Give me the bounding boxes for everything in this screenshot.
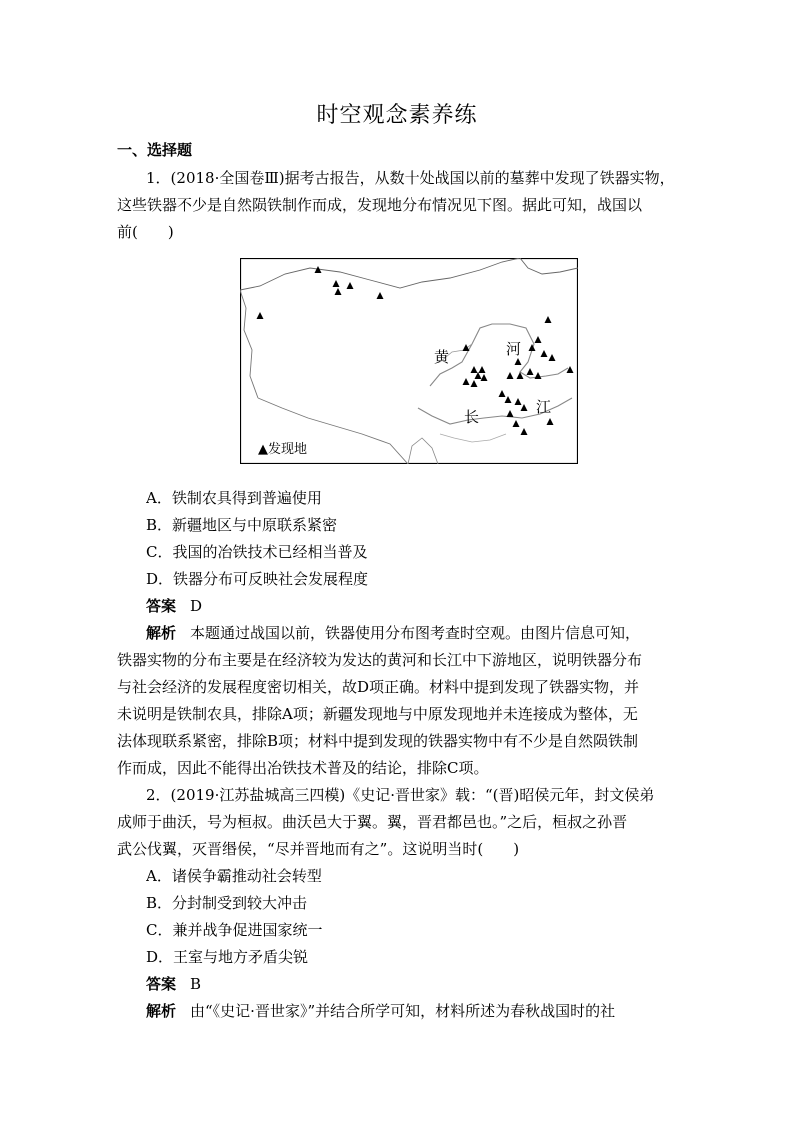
map-frame: [241, 259, 578, 464]
q1-analysis-line-2: 铁器实物的分布主要是在经济较为发达的黄河和长江中下游地区，说明铁器分布: [117, 651, 643, 669]
label-he: 河: [506, 340, 522, 358]
q1-option-d: D．铁器分布可反映社会发展程度: [146, 570, 369, 588]
q1-stem-line-3: 前( ): [117, 223, 174, 241]
q1-option-b: B．新疆地区与中原联系紧密: [146, 516, 338, 534]
q1-stem-line-1: 1．(2018·全国卷Ⅲ)据考古报告，从数十处战国以前的墓葬中发现了铁器实物，: [146, 169, 675, 187]
q2-answer-label: 答案: [146, 975, 177, 993]
q1-analysis-label: 解析: [146, 624, 177, 642]
q2-analysis-text-1: 由“《史记·晋世家》”并结合所学可知，材料所述为春秋战国时的社: [190, 1002, 616, 1020]
section-heading: 一、选择题: [117, 141, 193, 159]
iron-find-map: [240, 258, 578, 464]
q2-analysis-label: 解析: [146, 1002, 177, 1020]
q2-answer-line: [146, 974, 687, 994]
q1-option-c: C．我国的冶铁技术已经相当普及: [146, 543, 368, 561]
q2-analysis-line-1: [146, 1001, 687, 1021]
page-title: 时空观念素养练: [316, 103, 478, 128]
q2-option-a: A．诸侯争霸推动社会转型: [146, 867, 322, 885]
q1-answer: D: [190, 597, 203, 615]
q2-stem-line-3: 武公伐翼，灭晋缗侯，“尽并晋地而有之”。这说明当时( ): [117, 840, 520, 858]
map-legend: ▲发现地: [258, 442, 307, 457]
q1-answer-line: [146, 596, 687, 616]
label-huang: 黄: [434, 348, 450, 366]
q2-stem-line-1: 2．(2019·江苏盐城高三四模)《史记·晋世家》载：“(晋)昭侯元年，封文侯弟: [146, 786, 655, 804]
label-chang: 长: [464, 408, 480, 426]
q1-option-a: A．铁制农具得到普遍使用: [146, 489, 322, 507]
q2-stem-line-2: 成师于曲沃，号为桓叔。曲沃邑大于翼。翼，晋君都邑也。”之后，桓叔之孙晋: [117, 813, 628, 831]
q1-analysis-line-4: 未说明是铁制农具，排除A项；新疆发现地与中原发现地并未连接成为整体，无: [117, 705, 638, 723]
q2-option-c: C．兼并战争促进国家统一: [146, 921, 323, 939]
q2-option-d: D．王室与地方矛盾尖锐: [146, 948, 309, 966]
q1-analysis-line-3: 与社会经济的发展程度密切相关，故D项正确。材料中提到发现了铁器实物，并: [117, 678, 640, 696]
q2-option-b: B．分封制受到较大冲击: [146, 894, 308, 912]
q2-answer: B: [190, 975, 202, 993]
q1-analysis-line-6: 作而成，因此不能得出冶铁技术普及的结论，排除C项。: [117, 759, 489, 777]
q1-stem-line-2: 这些铁器不少是自然陨铁制作而成，发现地分布情况见下图。据此可知，战国以: [117, 196, 643, 214]
label-jiang: 江: [536, 398, 552, 416]
q1-analysis-line-1: [146, 623, 687, 643]
q1-analysis-line-5: 法体现联系紧密，排除B项；材料中提到发现的铁器实物中有不少是自然陨铁制: [117, 732, 639, 750]
q1-analysis-text-1: 本题通过战国以前，铁器使用分布图考查时空观。由图片信息可知，: [190, 624, 641, 642]
q1-answer-label: 答案: [146, 597, 177, 615]
